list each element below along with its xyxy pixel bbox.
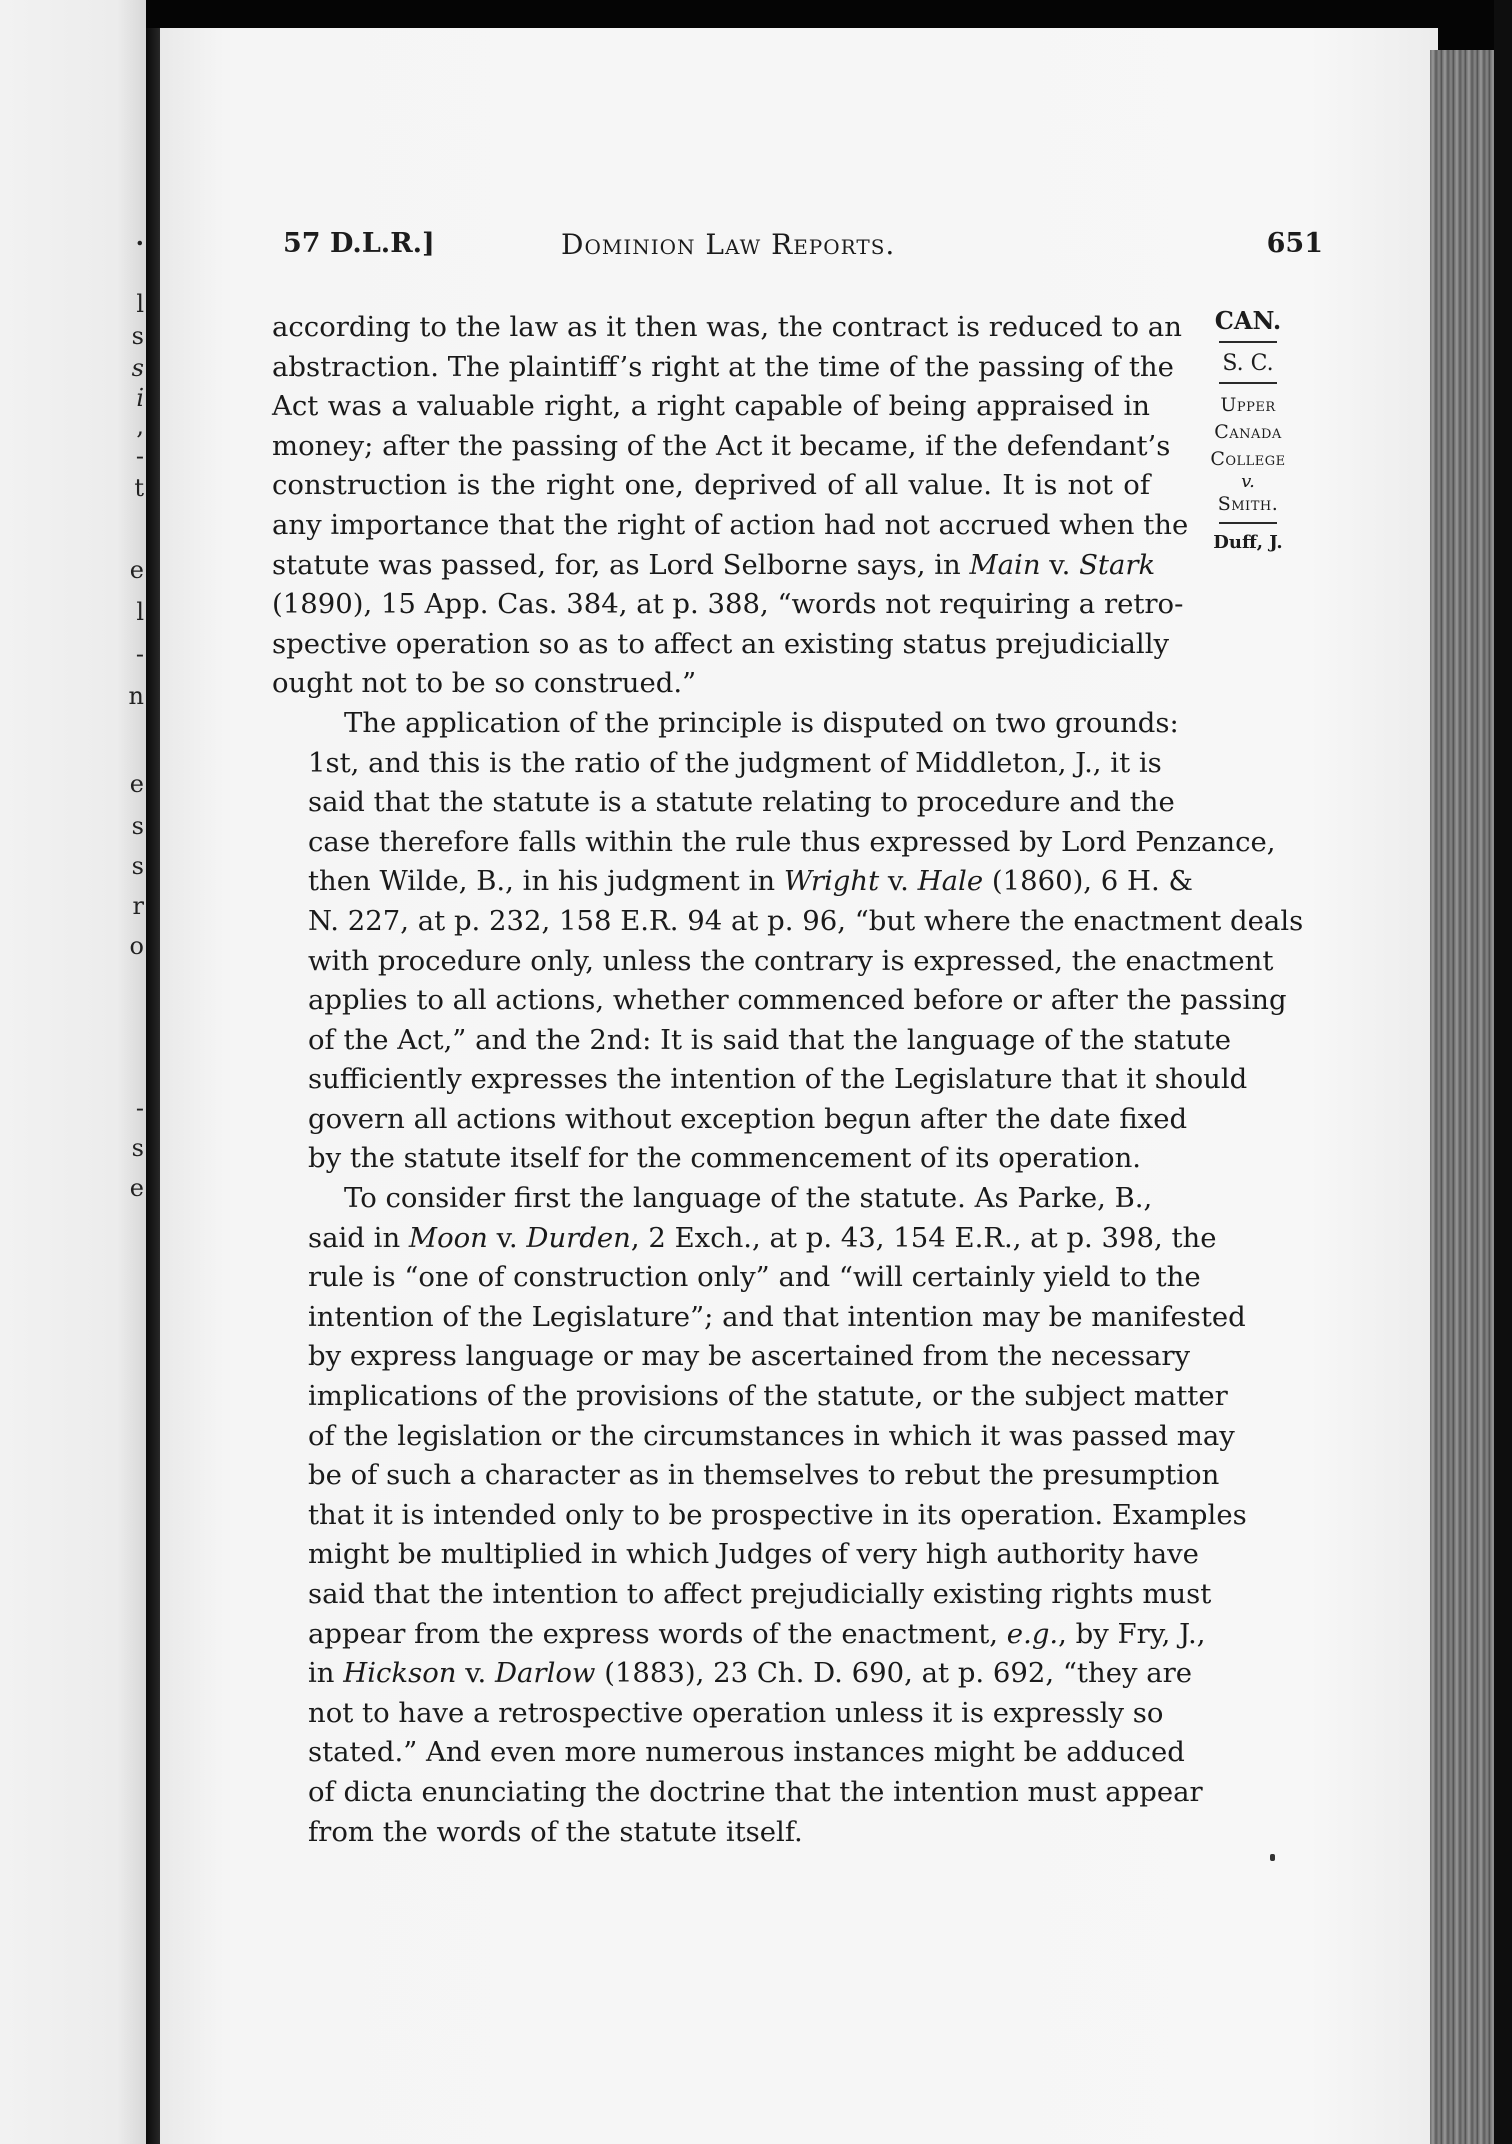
- text-line: construction is the right one, deprived of all value. It is not of: [272, 469, 1150, 502]
- text-line: Act was a valuable right, a right capable of being appraised in: [272, 390, 1150, 423]
- case-name-line: Smith.: [1217, 493, 1279, 515]
- judge-note: Duff, J.: [1213, 532, 1283, 553]
- paragraph: [272, 1179, 1247, 1852]
- text-line: according to the law as it then was, the contract is reduced to an: [272, 311, 1182, 343]
- text-line: statute was passed, for, as Lord Selborne says, in Main v. Stark: [272, 548, 1156, 581]
- text-line: money; after the passing of the Act it became, if the defendant’s: [272, 429, 1171, 462]
- text-line: by the statute itself for the commencement of its operation.: [308, 1142, 1142, 1175]
- volume-citation: 57 D.L.R.]: [283, 228, 435, 259]
- left-page-fragment: -: [135, 442, 144, 470]
- left-page-fragment: ,: [136, 412, 144, 440]
- scan-border: [1494, 0, 1512, 2144]
- left-page-fragment: n: [128, 682, 144, 710]
- text-line: (1890), 15 App. Cas. 384, at p. 388, “words not requiring a retro-: [272, 588, 1184, 621]
- text-line: 1st, and this is the ratio of the judgment of Middleton, J., it is: [308, 746, 1162, 779]
- left-page-fragment: t: [134, 474, 144, 502]
- text-line: implications of the provisions of the statute, or the subject matter: [308, 1380, 1228, 1413]
- text-line: said in Moon v. Durden, 2 Exch., at p. 43, 154 E.R., at p. 398, the: [308, 1221, 1217, 1254]
- left-page-fragment: l: [136, 598, 144, 626]
- text-line: applies to all actions, whether commenced before or after the passing: [308, 984, 1287, 1017]
- text-line: To consider first the language of the statute. As Parke, B.,: [344, 1182, 1153, 1215]
- text-line: of the legislation or the circumstances in which it was passed may: [308, 1419, 1235, 1452]
- text-line: abstraction. The plaintiff’s right at the time of the passing of the: [272, 350, 1174, 383]
- text-line: of the Act,” and the 2nd: It is said that the language of the statute: [308, 1023, 1231, 1056]
- margin-rule: [1219, 341, 1277, 343]
- facing-page-edge: [0, 0, 146, 2144]
- text-line: then Wilde, B., in his judgment in Wright v. Hale (1860), 6 H. &: [308, 865, 1193, 898]
- left-page-fragment: e: [129, 556, 144, 584]
- text-line: in Hickson v. Darlow (1883), 23 Ch. D. 690, at p. 692, “they are: [308, 1657, 1193, 1690]
- left-page-fragment: s: [131, 1134, 144, 1162]
- page-number: 651: [1266, 228, 1323, 259]
- court-note: S. C.: [1222, 351, 1274, 376]
- text-line: rule is “one of construction only” and “will certainly yield to the: [308, 1261, 1201, 1294]
- publication-title: Dominion Law Reports.: [561, 228, 896, 261]
- text-line: of dicta enunciating the doctrine that the intention must appear: [308, 1775, 1203, 1808]
- margin-rule: [1219, 522, 1277, 524]
- jurisdiction-note: CAN.: [1214, 306, 1282, 335]
- left-page-fragment: e: [129, 770, 144, 798]
- left-page-fragment: s: [131, 812, 144, 840]
- case-name-line: Canada: [1214, 421, 1282, 443]
- text-line: appear from the express words of the enactment, e.g., by Fry, J.,: [308, 1617, 1206, 1650]
- text-line: not to have a retrospective operation unless it is expressly so: [308, 1696, 1164, 1729]
- margin-rule: [1219, 382, 1277, 384]
- text-line: stated.” And even more numerous instances might be adduced: [308, 1736, 1185, 1769]
- left-page-fragment: e: [129, 1174, 144, 1202]
- text-line: said that the intention to affect prejudicially existing rights must: [308, 1578, 1212, 1610]
- text-line: sufficiently expresses the intention of the Legislature that it should: [308, 1063, 1248, 1096]
- left-page-fragment: s: [131, 322, 144, 350]
- left-page-fragment: -: [135, 1094, 144, 1122]
- paragraph: [272, 704, 1304, 1179]
- left-page-fragment: i: [136, 384, 144, 412]
- text-line: that it is intended only to be prospective in its operation. Examples: [308, 1498, 1247, 1531]
- left-page-fragment: s: [131, 852, 144, 880]
- paragraph: [272, 308, 1189, 704]
- left-page-fragment: -: [135, 640, 144, 668]
- text-line: intention of the Legislature”; and that intention may be manifested: [308, 1300, 1246, 1333]
- text-line: with procedure only, unless the contrary is expressed, the enactment: [308, 944, 1274, 977]
- left-page-fragment: o: [129, 932, 144, 960]
- text-line: said that the statute is a statute relating to procedure and the: [308, 786, 1175, 819]
- left-page-fragment: .: [135, 222, 144, 251]
- running-head: [283, 228, 1323, 268]
- margin-notes: [1178, 306, 1318, 553]
- text-line: govern all actions without exception begun after the date fixed: [308, 1102, 1188, 1135]
- text-line: any importance that the right of action had not accrued when the: [272, 508, 1189, 541]
- text-line: case therefore falls within the rule thus expressed by Lord Penzance,: [308, 825, 1276, 858]
- text-line: by express language or may be ascertained from the necessary: [308, 1340, 1191, 1373]
- left-page-fragment: s: [131, 354, 144, 382]
- versus-note: v.: [1241, 471, 1255, 492]
- case-name-line: College: [1210, 448, 1286, 470]
- left-page-fragment: l: [136, 290, 144, 318]
- text-line: spective operation so as to affect an existing status prejudicially: [272, 627, 1170, 660]
- text-line: The application of the principle is disputed on two grounds:: [344, 706, 1179, 739]
- text-line: might be multiplied in which Judges of very high authority have: [308, 1538, 1199, 1571]
- text-line: ought not to be so construed.”: [272, 667, 697, 700]
- text-line: be of such a character as in themselves to rebut the presumption: [308, 1459, 1220, 1492]
- text-line: N. 227, at p. 232, 158 E.R. 94 at p. 96, “but where the enactment deals: [308, 904, 1304, 937]
- ink-speck: [1270, 1854, 1275, 1861]
- text-line: from the words of the statute itself.: [308, 1815, 803, 1848]
- case-name-line: Upper: [1220, 394, 1276, 416]
- left-page-fragment: r: [132, 892, 144, 920]
